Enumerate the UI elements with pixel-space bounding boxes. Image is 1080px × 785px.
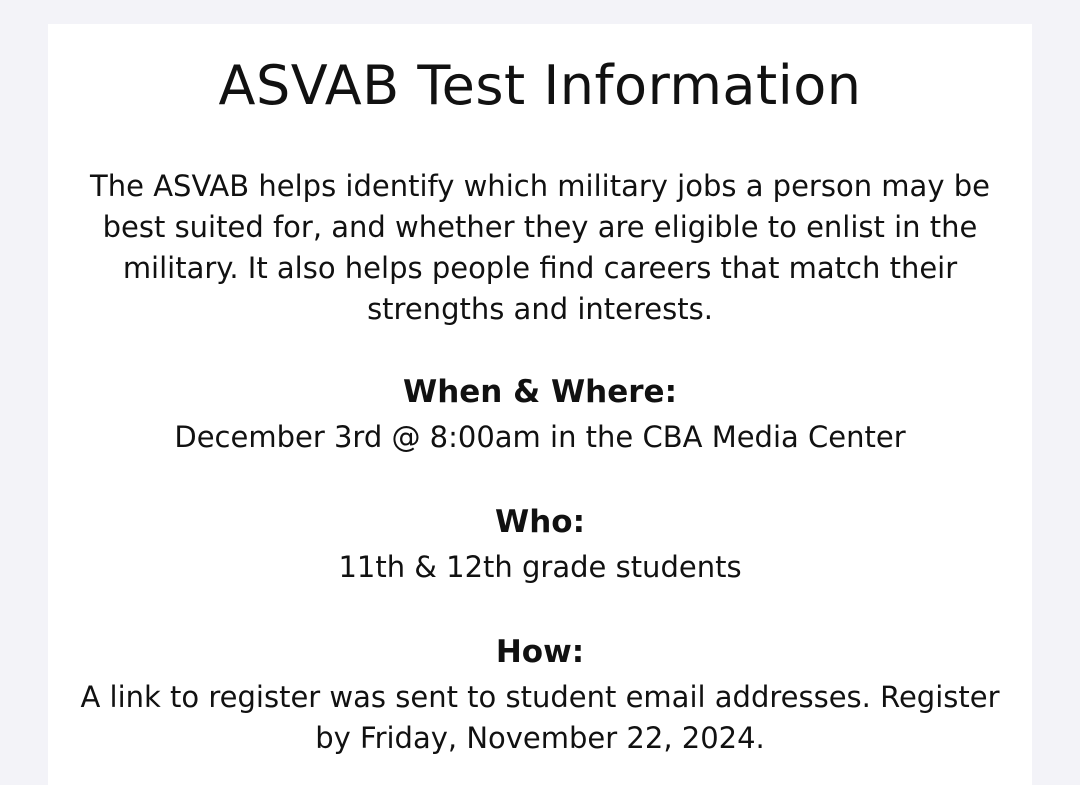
when-where-details: December 3rd @ 8:00am in the CBA Media Center — [174, 420, 906, 454]
how-heading: How: — [495, 634, 585, 670]
who-heading: Who: — [495, 504, 585, 540]
when-where-heading: When & Where: — [403, 374, 677, 410]
how-details: A link to register was sent to student email addresses. Register by Friday, November 22, 2024. — [80, 680, 1000, 755]
page-title: ASVAB Test Information — [218, 54, 862, 117]
flyer-page — [48, 24, 1032, 785]
who-details: 11th & 12th grade students — [338, 550, 742, 584]
intro-paragraph: The ASVAB helps identify which military jobs a person may be best suited for, and whether they are eligible to enlist in the military. It also helps people find careers that match their strengths and interests. — [90, 169, 990, 326]
